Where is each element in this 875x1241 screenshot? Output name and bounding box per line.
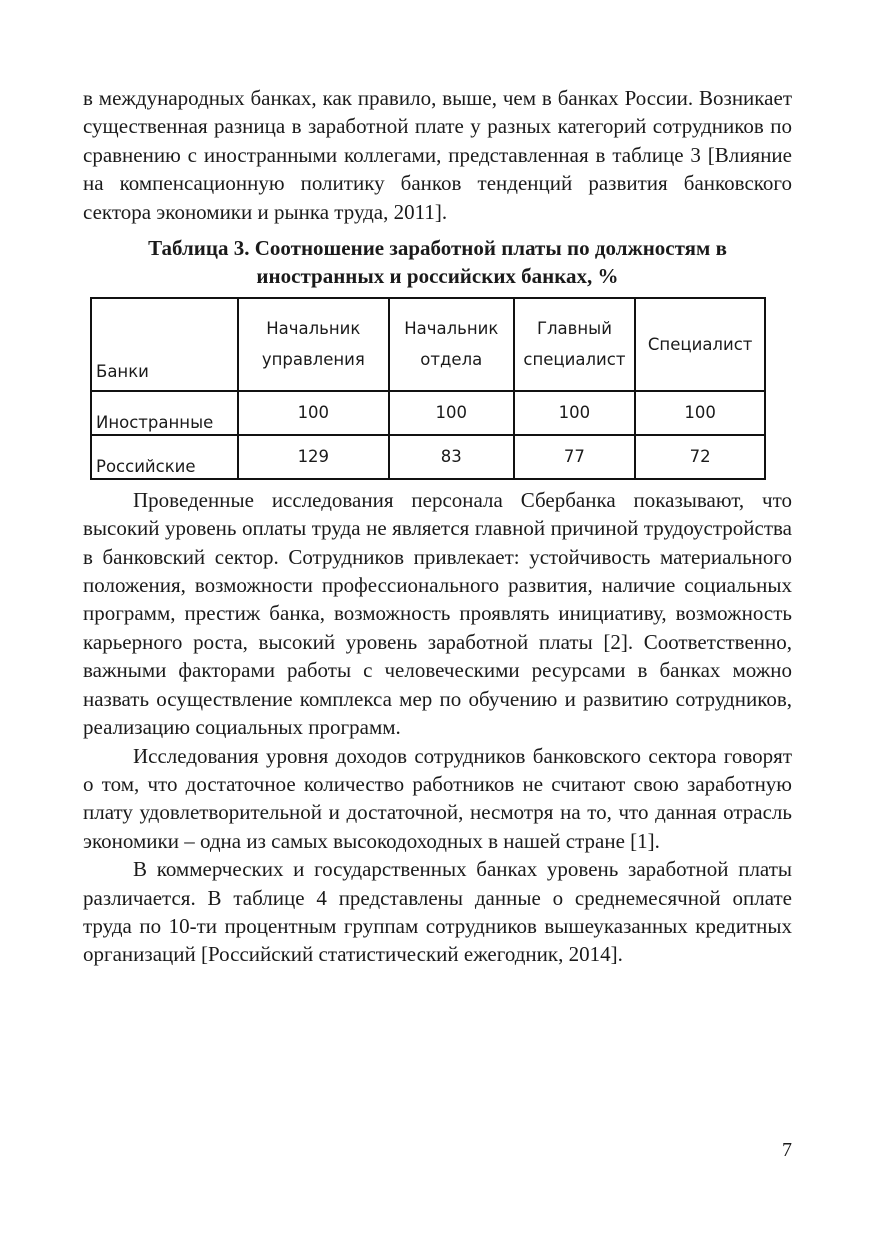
page-number: 7 [782,1139,792,1161]
table-row-foreign [91,391,765,435]
column-header-line: Главный [536,319,612,339]
document-page [83,84,792,969]
table-cell: 100 [238,391,389,435]
column-header-line: специалист [523,350,626,370]
table-caption-line-2: иностранных и российских банках, % [256,264,619,289]
table-header-head-of-department [238,298,389,391]
row-label: Иностранные [91,391,238,435]
table-caption-line-1: Таблица 3. Соотношение заработной платы по должностям в [148,236,727,261]
table-cell: 100 [389,391,514,435]
table-cell: 100 [635,391,765,435]
paragraph-income-research: Исследования уровня доходов сотрудников банковского сектора говорят о том, что достаточное количество работников не считают свою заработную плату удовлетворительной и достаточной, несмотря на то, что данная отрасль экономики – одна из самых высокодоходных в нашей стране [1]. [83,743,792,853]
table-cell: 72 [635,435,765,479]
table-caption [83,234,792,291]
table-header-banks: Банки [91,298,238,391]
table-header-specialist [635,298,765,391]
column-header-line: Начальник [266,319,361,339]
table-header-head-of-division [389,298,514,391]
table-cell: 83 [389,435,514,479]
salary-ratio-table [90,297,766,480]
row-label: Российские [91,435,238,479]
column-header-line: отдела [420,350,483,370]
paragraph-commercial-banks: В коммерческих и государственных банках уровень заработной платы различается. В таблице 4 представлены данные о среднемесячной оплате труда по 10-ти процентным группам сотрудников вышеуказанных кредитных организаций [Российский статистический ежегодник, 2014]. [83,857,792,967]
table-cell: 129 [238,435,389,479]
column-header-line: Специалист [647,334,753,354]
paragraph-sberbank-research: Проведенные исследования персонала Сбербанка показывают, что высокий уровень оплаты труда не является главной причиной трудоустройства в банковский сектор. Сотрудников привлекает: устойчивость материального положения, возможности профессионального развития, наличие социальных программ, престиж банка, возможность проявлять инициативу, возможность карьерного роста, высокий уровень заработной платы [2]. Соответственно, важными факторами работы с человеческими ресурсами в банках можно назвать осуществление комплекса мер по обучению и развитию сотрудников, реализацию социальных программ. [83,487,792,740]
paragraph-intro: в международных банках, как правило, выше, чем в банках России. Возникает существенная разница в заработной плате у разных категорий сотрудников по сравнению с иностранными коллегами, представленная в таблице 3 [Влияние на компенсационную политику банков тенденций развития банковского сектора экономики и рынка труда, 2011]. [83,86,792,224]
table-header-row [91,298,765,391]
table-cell: 77 [514,435,636,479]
table-row-russian [91,435,765,479]
column-header-line: управления [261,350,365,370]
table-header-chief-specialist [514,298,636,391]
column-header-line: Начальник [404,319,499,339]
table-cell: 100 [514,391,636,435]
